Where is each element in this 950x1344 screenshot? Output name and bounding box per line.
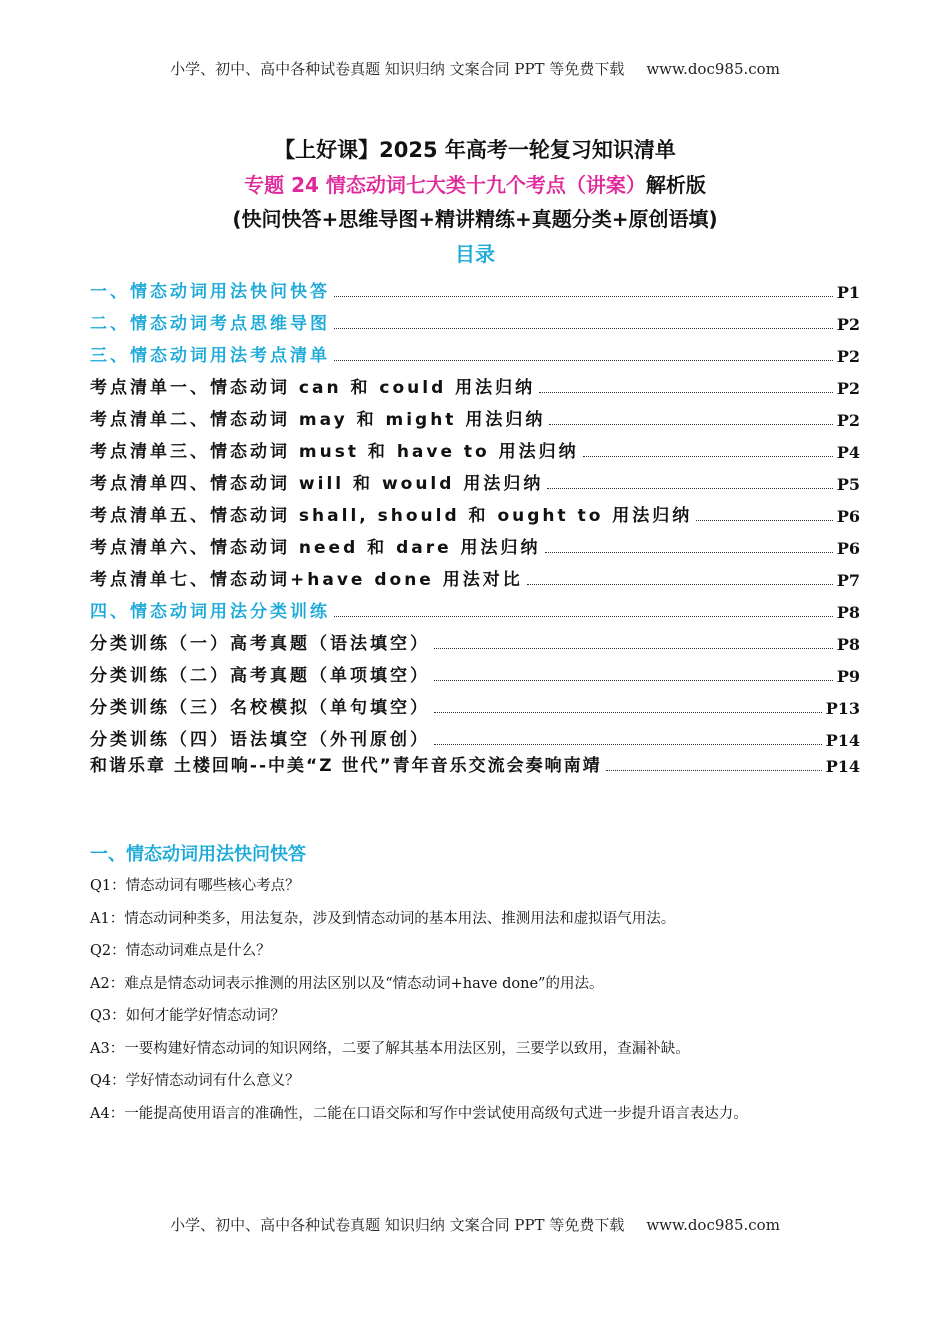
answer-line: A1：情态动词种类多，用法复杂，涉及到情态动词的基本用法、推测用法和虚拟语气用法。 xyxy=(90,910,676,927)
doc-title: 【上好课】2025 年高考一轮复习知识清单 xyxy=(274,138,676,162)
toc-item-label: 考点清单四、情态动词 will 和 would 用法归纳 xyxy=(90,474,544,494)
toc-item-label: 分类训练（二）高考真题（单项填空） xyxy=(90,666,430,686)
qa-section xyxy=(90,875,870,1135)
toc-item-label: 考点清单二、情态动词 may 和 might 用法归纳 xyxy=(90,410,546,430)
toc-item-page: P6 xyxy=(836,507,860,526)
toc-leader-dots xyxy=(606,769,822,771)
section-heading: 一、情态动词用法快问快答 xyxy=(90,844,306,865)
page-footer xyxy=(0,1214,950,1235)
page-header xyxy=(0,58,950,79)
toc-item-page: P4 xyxy=(836,443,860,462)
toc-leader-dots xyxy=(696,519,833,521)
toc-leader-dots xyxy=(527,583,833,585)
toc-item-label: 三、情态动词用法考点清单 xyxy=(90,346,330,366)
toc-item[interactable] xyxy=(90,302,860,334)
toc-item[interactable] xyxy=(90,462,860,494)
question-line: Q2：情态动词难点是什么？ xyxy=(90,943,271,959)
toc-leader-dots xyxy=(583,455,833,457)
table-of-contents xyxy=(90,270,860,776)
toc-leader-dots xyxy=(545,551,833,553)
header-url[interactable]: www.doc985.com xyxy=(646,60,780,78)
toc-leader-dots xyxy=(334,615,833,617)
toc-item[interactable] xyxy=(90,622,860,654)
question-line: Q3：如何才能学好情态动词？ xyxy=(90,1008,286,1024)
toc-item[interactable] xyxy=(90,750,860,776)
toc-item-page: P14 xyxy=(825,757,860,776)
answer-line: A4：一能提高使用语言的准确性，二能在口语交际和写作中尝试使用高级句式进一步提升语言表达力。 xyxy=(90,1105,748,1122)
toc-leader-dots xyxy=(434,647,833,649)
toc-item-page: P1 xyxy=(836,283,860,302)
toc-leader-dots xyxy=(334,295,833,297)
toc-item-label: 分类训练（三）名校模拟（单句填空） xyxy=(90,698,430,718)
doc-subtitle xyxy=(0,169,950,198)
toc-item-page: P7 xyxy=(836,571,860,590)
toc-leader-dots xyxy=(434,743,822,745)
toc-item[interactable] xyxy=(90,270,860,302)
answer-line: A2：难点是情态动词表示推测的用法区别以及“情态动词+have done”的用法。 xyxy=(90,975,604,992)
doc-tagline: (快问快答+思维导图+精讲精练+真题分类+原创语填) xyxy=(232,207,718,231)
subtitle-main: 专题 24 情态动词七大类十九个考点（讲案） xyxy=(244,173,646,197)
toc-item-page: P2 xyxy=(836,379,860,398)
toc-item-label: 四、情态动词用法分类训练 xyxy=(90,602,330,622)
toc-item-page: P14 xyxy=(825,731,860,750)
toc-leader-dots xyxy=(334,327,833,329)
header-text: 小学、初中、高中各种试卷真题 知识归纳 文案合同 PPT 等免费下载 xyxy=(170,60,625,78)
toc-item-label: 考点清单六、情态动词 need 和 dare 用法归纳 xyxy=(90,538,541,558)
toc-item-page: P13 xyxy=(825,699,860,718)
toc-leader-dots xyxy=(547,487,832,489)
toc-item-page: P6 xyxy=(836,539,860,558)
toc-item-page: P5 xyxy=(836,475,860,494)
toc-item-label: 分类训练（四）语法填空（外刊原创） xyxy=(90,730,430,750)
question-line: Q1：情态动词有哪些核心考点？ xyxy=(90,878,300,894)
toc-item[interactable] xyxy=(90,398,860,430)
toc-item[interactable] xyxy=(90,494,860,526)
toc-item[interactable] xyxy=(90,590,860,622)
toc-item-page: P2 xyxy=(836,411,860,430)
toc-item-label: 一、情态动词用法快问快答 xyxy=(90,282,330,302)
toc-item-label: 二、情态动词考点思维导图 xyxy=(90,314,330,334)
toc-item[interactable] xyxy=(90,654,860,686)
toc-item-label: 考点清单一、情态动词 can 和 could 用法归纳 xyxy=(90,378,536,398)
toc-item-label: 考点清单七、情态动词+have done 用法对比 xyxy=(90,570,523,590)
toc-item[interactable] xyxy=(90,430,860,462)
toc-leader-dots xyxy=(434,679,833,681)
question-line: Q4：学好情态动词有什么意义？ xyxy=(90,1073,300,1089)
toc-item-page: P8 xyxy=(836,603,860,622)
toc-item[interactable] xyxy=(90,558,860,590)
toc-item-page: P2 xyxy=(836,315,860,334)
footer-url[interactable]: www.doc985.com xyxy=(646,1216,780,1234)
toc-item-page: P8 xyxy=(836,635,860,654)
toc-item[interactable] xyxy=(90,526,860,558)
toc-item[interactable] xyxy=(90,718,860,750)
toc-item-label: 考点清单五、情态动词 shall, should 和 ought to 用法归纳 xyxy=(90,506,693,526)
toc-item[interactable] xyxy=(90,366,860,398)
toc-heading: 目录 xyxy=(455,242,495,266)
toc-item-label: 分类训练（一）高考真题（语法填空） xyxy=(90,634,430,654)
toc-item[interactable] xyxy=(90,334,860,366)
toc-leader-dots xyxy=(334,359,833,361)
toc-item-page: P9 xyxy=(836,667,860,686)
toc-item-page: P2 xyxy=(836,347,860,366)
footer-text: 小学、初中、高中各种试卷真题 知识归纳 文案合同 PPT 等免费下载 xyxy=(170,1216,625,1234)
toc-leader-dots xyxy=(549,423,832,425)
subtitle-suffix: 解析版 xyxy=(645,173,706,197)
toc-leader-dots xyxy=(434,711,822,713)
answer-line: A3：一要构建好情态动词的知识网络，二要了解其基本用法区别，三要学以致用，查漏补缺。 xyxy=(90,1040,690,1057)
toc-item[interactable] xyxy=(90,686,860,718)
toc-item-label: 考点清单三、情态动词 must 和 have to 用法归纳 xyxy=(90,442,579,462)
toc-leader-dots xyxy=(539,391,833,393)
toc-item-label: 和谐乐章 土楼回响--中美“Z 世代”青年音乐交流会奏响南靖 xyxy=(90,756,602,776)
